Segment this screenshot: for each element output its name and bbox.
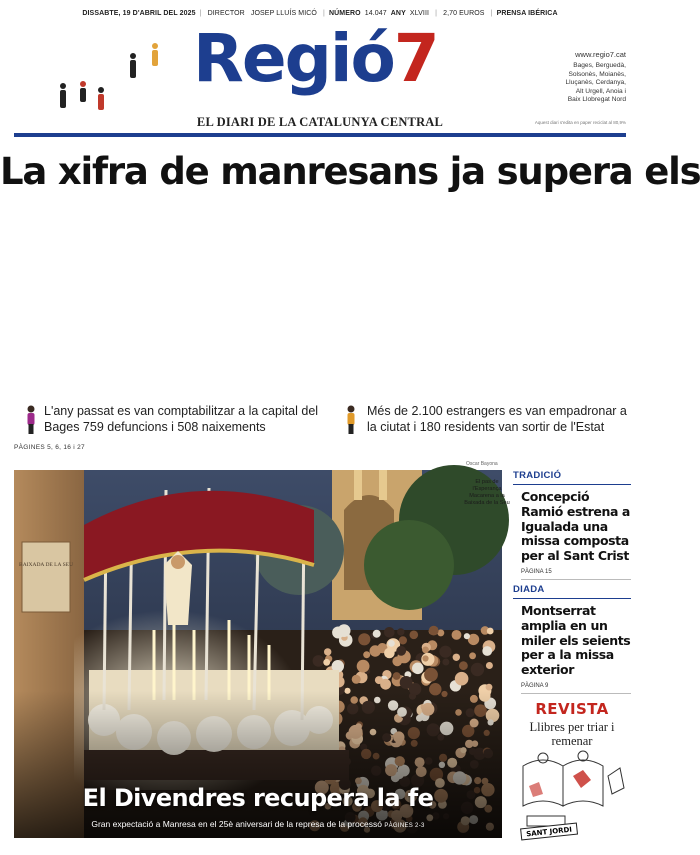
sidebar-story-tradicio[interactable] bbox=[513, 470, 631, 580]
edition-date: DISSABTE, 19 D'ABRIL DEL 2025 bbox=[82, 10, 196, 17]
website-url[interactable]: www.regio7.cat bbox=[575, 50, 626, 59]
main-headline[interactable]: La xifra de manresans ja supera els bbox=[0, 150, 700, 193]
lead-story-pages: PÀGINES 5, 6, 16 i 27 bbox=[14, 444, 85, 451]
region-line: Solsonès, Moianès, bbox=[568, 70, 626, 78]
issue-price: 2,70 EUROS bbox=[443, 10, 485, 17]
recycled-paper-note: Aquest diari s'edita en paper reciclat al 80,9% bbox=[534, 120, 626, 125]
director-label: DIRECTOR bbox=[207, 10, 245, 17]
photo-credit: Oscar Bayona bbox=[466, 461, 498, 467]
year-label: ANY bbox=[390, 10, 406, 17]
stamp-label: SANT JORDI bbox=[525, 825, 573, 839]
story-pages: PÀGINA 9 bbox=[521, 683, 631, 694]
subhead-foreigners[interactable]: Més de 2.100 estrangers es van empadronar a la ciutat i 180 residents van sortir de l'Estat bbox=[367, 404, 627, 434]
section-label: DIADA bbox=[513, 584, 631, 599]
coverage-regions bbox=[536, 62, 626, 105]
person-bullet-icon bbox=[26, 405, 36, 435]
procession-illustration bbox=[14, 470, 502, 838]
story-headline[interactable]: Concepció Ramió estrena a Igualada una missa composta per al Sant Crist bbox=[521, 489, 630, 564]
director-name: JOSEP LLUÍS MICÓ bbox=[250, 10, 317, 17]
photo-caption: El pas de l'Esperança Macarena a la Baixada de la Seu bbox=[464, 479, 510, 506]
photo-story-pages: PÀGINES 2-3 bbox=[384, 823, 425, 829]
revista-deck: Llibres per triar i remenar bbox=[529, 720, 615, 748]
subhead-deaths-births[interactable]: L'any passat es van comptabilitzar a la capital del Bages 759 defuncions i 508 naixements bbox=[44, 404, 319, 434]
tagline: EL DIARI DE LA CATALUNYA CENTRAL bbox=[196, 115, 444, 129]
revista-teaser[interactable] bbox=[513, 700, 631, 840]
person-bullet-icon bbox=[346, 405, 356, 435]
edition-info-bar: DISSABTE, 19 D'ABRIL DEL 2025 | DIRECTOR JOSEP LLUÍS MICÓ | NÚMERO 14.047 ANY XLVIII | 2,70 EUROS | PRENSA IBÉRICA bbox=[82, 10, 558, 17]
people-figure-graphic bbox=[14, 205, 626, 395]
book-illustration bbox=[513, 746, 631, 840]
number-label: NÚMERO bbox=[328, 10, 361, 17]
newspaper-logo[interactable] bbox=[193, 20, 438, 97]
region-line: Lluçanès, Cerdanya, bbox=[565, 79, 626, 87]
revista-title: REVISTA bbox=[535, 700, 609, 718]
issue-number: 14.047 bbox=[364, 10, 387, 17]
publisher-name: PRENSA IBÉRICA bbox=[496, 10, 558, 17]
photo-subtitle-text: Gran expectació a Manresa en el 25è aniversari de la represa de la processó bbox=[91, 819, 382, 829]
masthead-people-icon bbox=[55, 42, 175, 122]
region-line: Alt Urgell, Anoia i bbox=[575, 87, 626, 95]
region-line: Bages, Berguedà, bbox=[573, 62, 626, 69]
masthead bbox=[0, 20, 640, 136]
main-photo[interactable] bbox=[14, 470, 510, 838]
issue-year: XLVIII bbox=[409, 10, 430, 17]
sidebar-story-diada[interactable] bbox=[513, 584, 631, 694]
logo-number: 7 bbox=[393, 20, 438, 97]
region-line: Baix Llobregat Nord bbox=[567, 96, 626, 104]
story-pages: PÀGINA 15 bbox=[521, 569, 631, 580]
photo-subtitle bbox=[14, 819, 502, 829]
masthead-rule bbox=[14, 133, 626, 137]
sidebar bbox=[513, 470, 631, 698]
section-label: TRADICIÓ bbox=[513, 470, 631, 485]
logo-word: Regió bbox=[193, 20, 394, 97]
story-headline[interactable]: Montserrat amplia en un miler els seients per a la missa exterior bbox=[521, 602, 631, 678]
photo-headline[interactable]: El Divendres recupera la fe bbox=[82, 784, 434, 812]
